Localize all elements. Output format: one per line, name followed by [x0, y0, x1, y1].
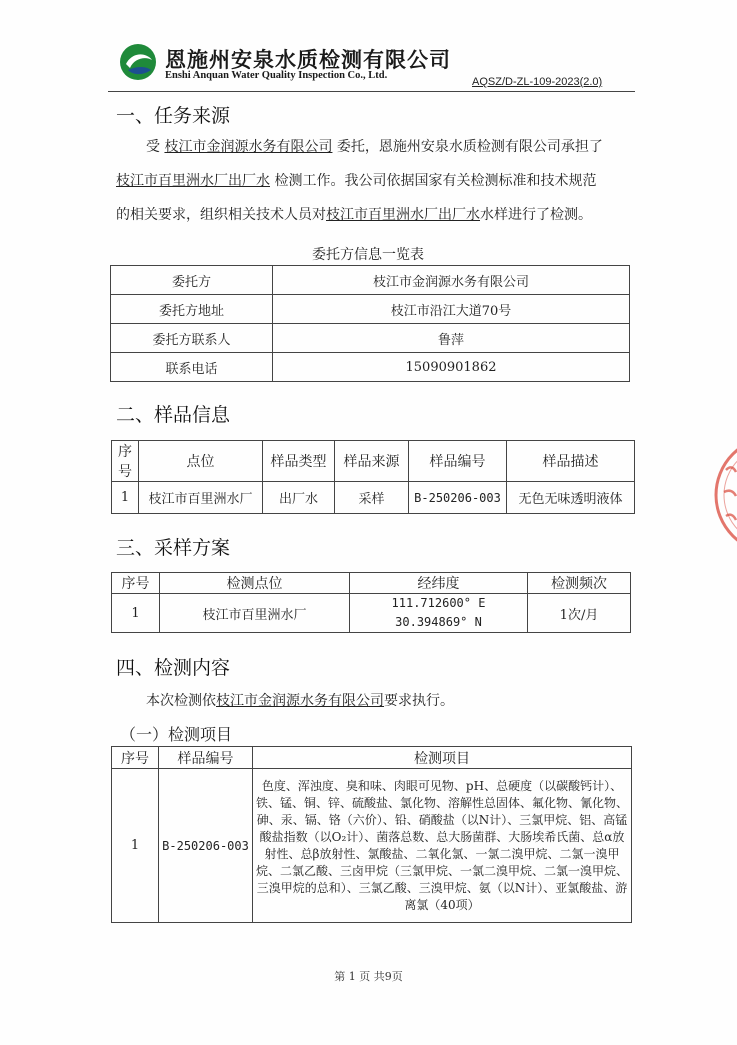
section-1-title: 一、任务来源 [116, 105, 231, 127]
header-divider [108, 91, 635, 92]
seal-stamp-icon [712, 430, 737, 560]
client-table-caption: 委托方信息一览表 [312, 247, 424, 263]
table-row [112, 594, 631, 633]
longitude: 111.712600° E [391, 596, 486, 610]
company-name-en: Enshi Anquan Water Quality Inspection Co., Ltd. [165, 70, 388, 81]
subsection-title: （一）检测项目 [120, 725, 233, 744]
table-header-row [112, 441, 635, 482]
col-header: 样品编号 [159, 747, 253, 769]
client-label: 委托方 [111, 266, 273, 295]
col-header: 样品类型 [263, 441, 335, 482]
table-row [111, 295, 630, 324]
phone-label: 联系电话 [111, 353, 273, 382]
col-header: 检测点位 [160, 573, 350, 594]
section-4-intro: 本次检测依枝江市金润源水务有限公司要求执行。 [146, 693, 454, 709]
company-logo-icon [118, 42, 158, 82]
col-header: 经纬度 [350, 573, 528, 594]
col-header: 检测频次 [528, 573, 631, 594]
sample-info-table [111, 440, 635, 514]
section-4-title: 四、检测内容 [116, 657, 231, 679]
section-2-title: 二、样品信息 [116, 404, 231, 426]
col-header: 序号 [112, 573, 160, 594]
latitude: 30.394869° N [395, 615, 482, 629]
table-row [111, 266, 630, 295]
col-header: 序号 [112, 747, 159, 769]
contact-label: 委托方联系人 [111, 324, 273, 353]
cell: 出厂水 [263, 482, 335, 514]
test-items-table [111, 746, 632, 923]
table-header-row [112, 573, 631, 594]
client-name-link: 枝江市金润源水务有限公司 [216, 693, 384, 709]
phone-value: 15090901862 [273, 353, 630, 382]
table-row [112, 769, 632, 923]
cell: 无色无味透明液体 [507, 482, 635, 514]
coordinates-cell [350, 594, 528, 633]
cell: 枝江市百里洲水厂 [139, 482, 263, 514]
col-header: 点位 [139, 441, 263, 482]
table-row [111, 353, 630, 382]
cell: 枝江市百里洲水厂 [160, 594, 350, 633]
sampling-plan-table [111, 572, 631, 633]
document-code: AQSZ/D-ZL-109-2023(2.0) [472, 76, 603, 88]
col-header: 样品编号 [409, 441, 507, 482]
cell: 1 [112, 482, 139, 514]
project-name: 枝江市百里洲水厂出厂水 [116, 173, 270, 189]
contact-value: 鲁萍 [273, 324, 630, 353]
client-value: 枝江市金润源水务有限公司 [273, 266, 630, 295]
address-value: 枝江市沿江大道70号 [273, 295, 630, 324]
col-header: 检测项目 [253, 747, 632, 769]
sample-name: 枝江市百里洲水厂出厂水 [326, 207, 480, 223]
address-label: 委托方地址 [111, 295, 273, 324]
section-3-title: 三、采样方案 [116, 537, 231, 559]
cell: 1次/月 [528, 594, 631, 633]
company-name-cn: 恩施州安泉水质检测有限公司 [165, 47, 451, 72]
table-row [111, 324, 630, 353]
client-info-table [110, 265, 630, 382]
cell: B-250206-003 [409, 482, 507, 514]
cell: 1 [112, 769, 159, 923]
client-name-link: 枝江市金润源水务有限公司 [164, 139, 333, 155]
cell: B-250206-003 [159, 769, 253, 923]
col-header: 序号 [112, 441, 139, 482]
cell: 采样 [335, 482, 409, 514]
col-header: 样品来源 [335, 441, 409, 482]
table-header-row [112, 747, 632, 769]
cell: 1 [112, 594, 160, 633]
page-number: 第 1 页 共9页 [334, 970, 403, 983]
col-header: 样品描述 [507, 441, 635, 482]
table-row [112, 482, 635, 514]
test-items-cell: 色度、浑浊度、臭和味、肉眼可见物、pH、总硬度（以碳酸钙计）、铁、锰、铜、锌、硫酸盐、氯化物、溶解性总固体、氟化物、氰化物、砷、汞、镉、铬（六价）、铅、硝酸盐（以N计）、三氯甲烷、铝、高锰酸盐指数（以O₂计）、菌落总数、总大肠菌群、大肠埃希氏菌、总α放射性、总β放射性、氯酸盐、二氧化氯、一氯二溴甲烷、二氯一溴甲烷、二氯乙酸、三卤甲烷（三氯甲烷、一氯二溴甲烷、二氯一溴甲烷、三溴甲烷的总和）、三氯乙酸、三溴甲烷、氨（以N计）、亚氯酸盐、游离氯（40项） [253, 769, 632, 923]
section-1-paragraph: 受 枝江市金润源水务有限公司 委托，恩施州安泉水质检测有限公司承担了 枝江市百里洲水厂出厂水 检测工作。我公司依据国家有关检测标准和技术规范 的相关要求，组织相关技术人员对枝江市百里洲水厂出厂水水样进行了检测。 [116, 139, 603, 223]
